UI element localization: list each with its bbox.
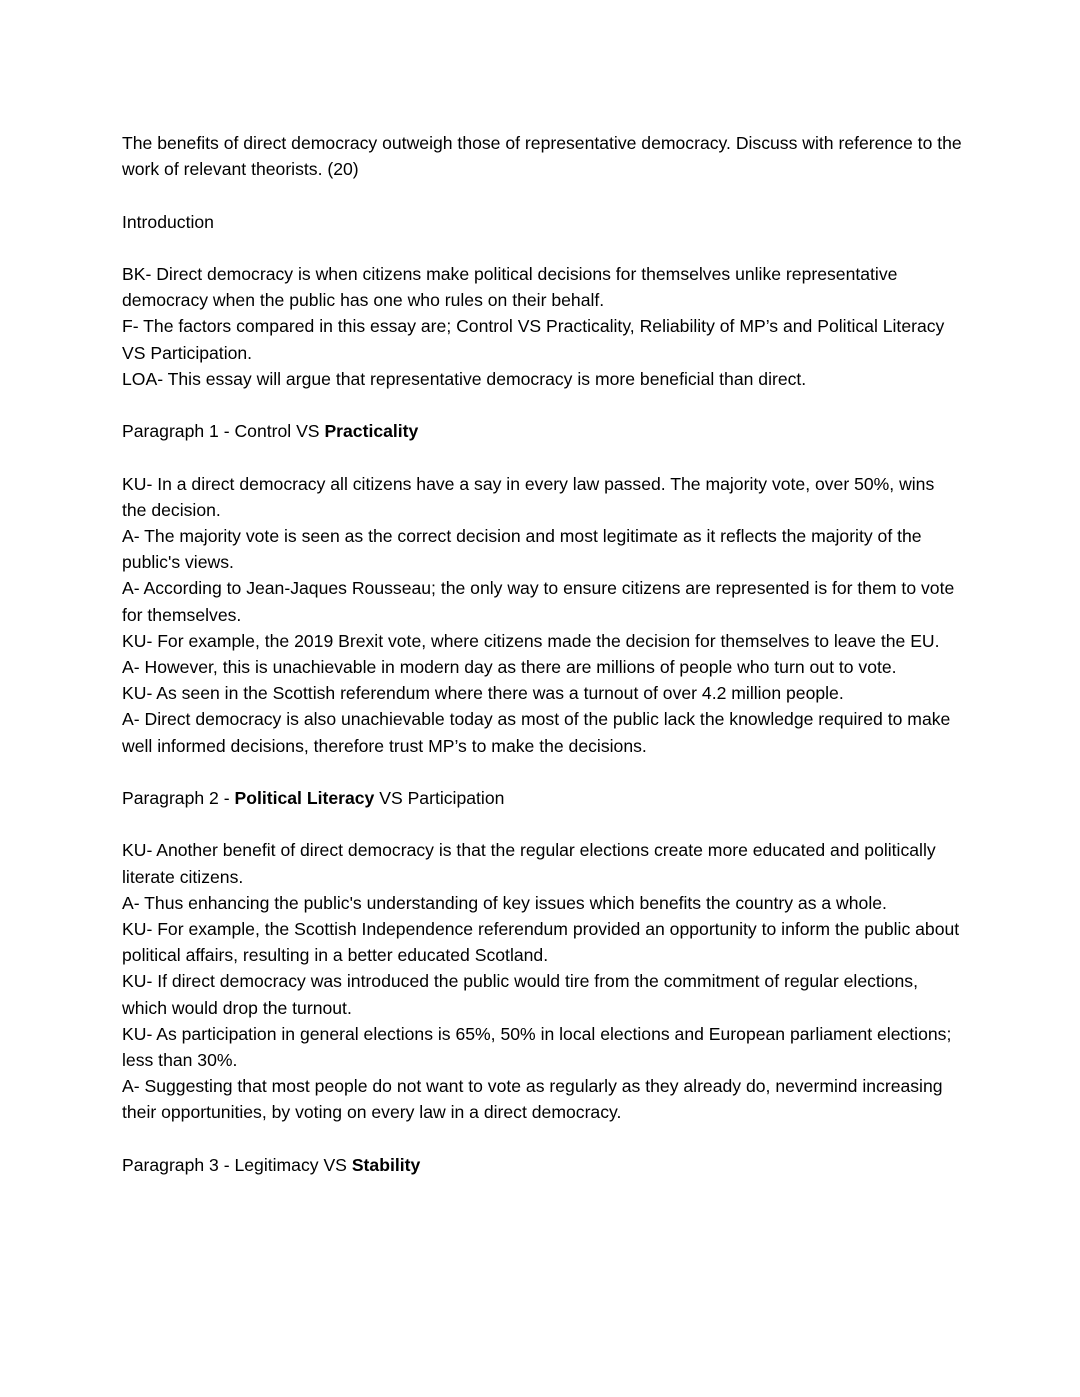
paragraph-1-line: A- The majority vote is seen as the correct decision and most legitimate as it reflects the majority of the public's views. [122,525,922,573]
paragraph-1-line: A- Direct democracy is also unachievable today as most of the public lack the knowledge required to make well informed decisions, therefore trust MP’s to make the decisions. [122,709,951,756]
paragraph-1-heading [122,418,962,444]
paragraph-1-heading-prefix: Paragraph 1 - Control VS [122,421,325,442]
paragraph-2-line: A- Suggesting that most people do not want to vote as regularly as they already do, nevermind increasing their opportunities, by voting on every law in a direct democracy. [122,1076,943,1123]
paragraph-2-heading-bold: Political Literacy [234,788,375,808]
paragraph-1-line: A- However, this is unachievable in modern day as there are millions of people who turn out to vote. [122,657,897,677]
paragraph-1-line: KU- In a direct democracy all citizens have a say in every law passed. The majority vote, over 50%, wins the decision. [122,473,935,520]
paragraph-2-line: KU- For example, the Scottish Independence referendum provided an opportunity to inform the public about political affairs, resulting in a better educated Scotland. [122,919,960,966]
intro-f-line: F- The factors compared in this essay are; Control VS Practicality, Reliability of MP’s and Political Literacy VS Participation. [122,316,945,363]
paragraph-1-line: KU- As seen in the Scottish referendum where there was a turnout of over 4.2 million people. [122,683,844,704]
paragraph-2-line: A- Thus enhancing the public's understanding of key issues which benefits the country as a whole. [122,892,887,913]
paragraph-2-line: KU- Another benefit of direct democracy is that the regular elections create more educated and politically literate citizens. [122,840,936,887]
intro-loa-line: LOA- This essay will argue that representative democracy is more beneficial than direct. [122,368,807,389]
paragraph-2-body [122,837,962,1125]
paragraph-1-line: KU- For example, the 2019 Brexit vote, where citizens made the decision for themselves to leave the EU. [122,630,940,651]
paragraph-3-heading-bold: Stability [351,1154,421,1175]
introduction-heading-text: Introduction [122,211,214,232]
paragraph-2-heading-suffix: VS Participation [374,788,505,808]
paragraph-3-heading-prefix: Paragraph 3 - Legitimacy VS [122,1154,352,1175]
paragraph-2-heading-prefix: Paragraph 2 - [122,788,235,808]
paragraph-2-line: KU- If direct democracy was introduced the public would tire from the commitment of regular elections, which would drop the turnout. [122,971,918,1018]
document-body [122,130,962,1178]
intro-bk-line: BK- Direct democracy is when citizens make political decisions for themselves unlike representative democracy when the public has one who rules on their behalf. [122,263,898,311]
paragraph-2-line: KU- As participation in general elections is 65%, 50% in local elections and European parliament elections; less than 30%. [122,1023,952,1071]
paragraph-2-heading [122,785,962,811]
paragraph-1-line: A- According to Jean-Jaques Rousseau; the only way to ensure citizens are represented is for them to vote for themselves. [122,578,955,625]
paragraph-3-heading [122,1152,962,1178]
essay-question-text: The benefits of direct democracy outweigh those of representative democracy. Discuss with reference to the work of relevant theorists. (20) [122,133,962,180]
paragraph-1-body [122,471,962,759]
paragraph-1-heading-bold: Practicality [324,421,419,442]
introduction-heading [122,209,962,235]
essay-question [122,130,962,182]
introduction-block [122,261,962,392]
